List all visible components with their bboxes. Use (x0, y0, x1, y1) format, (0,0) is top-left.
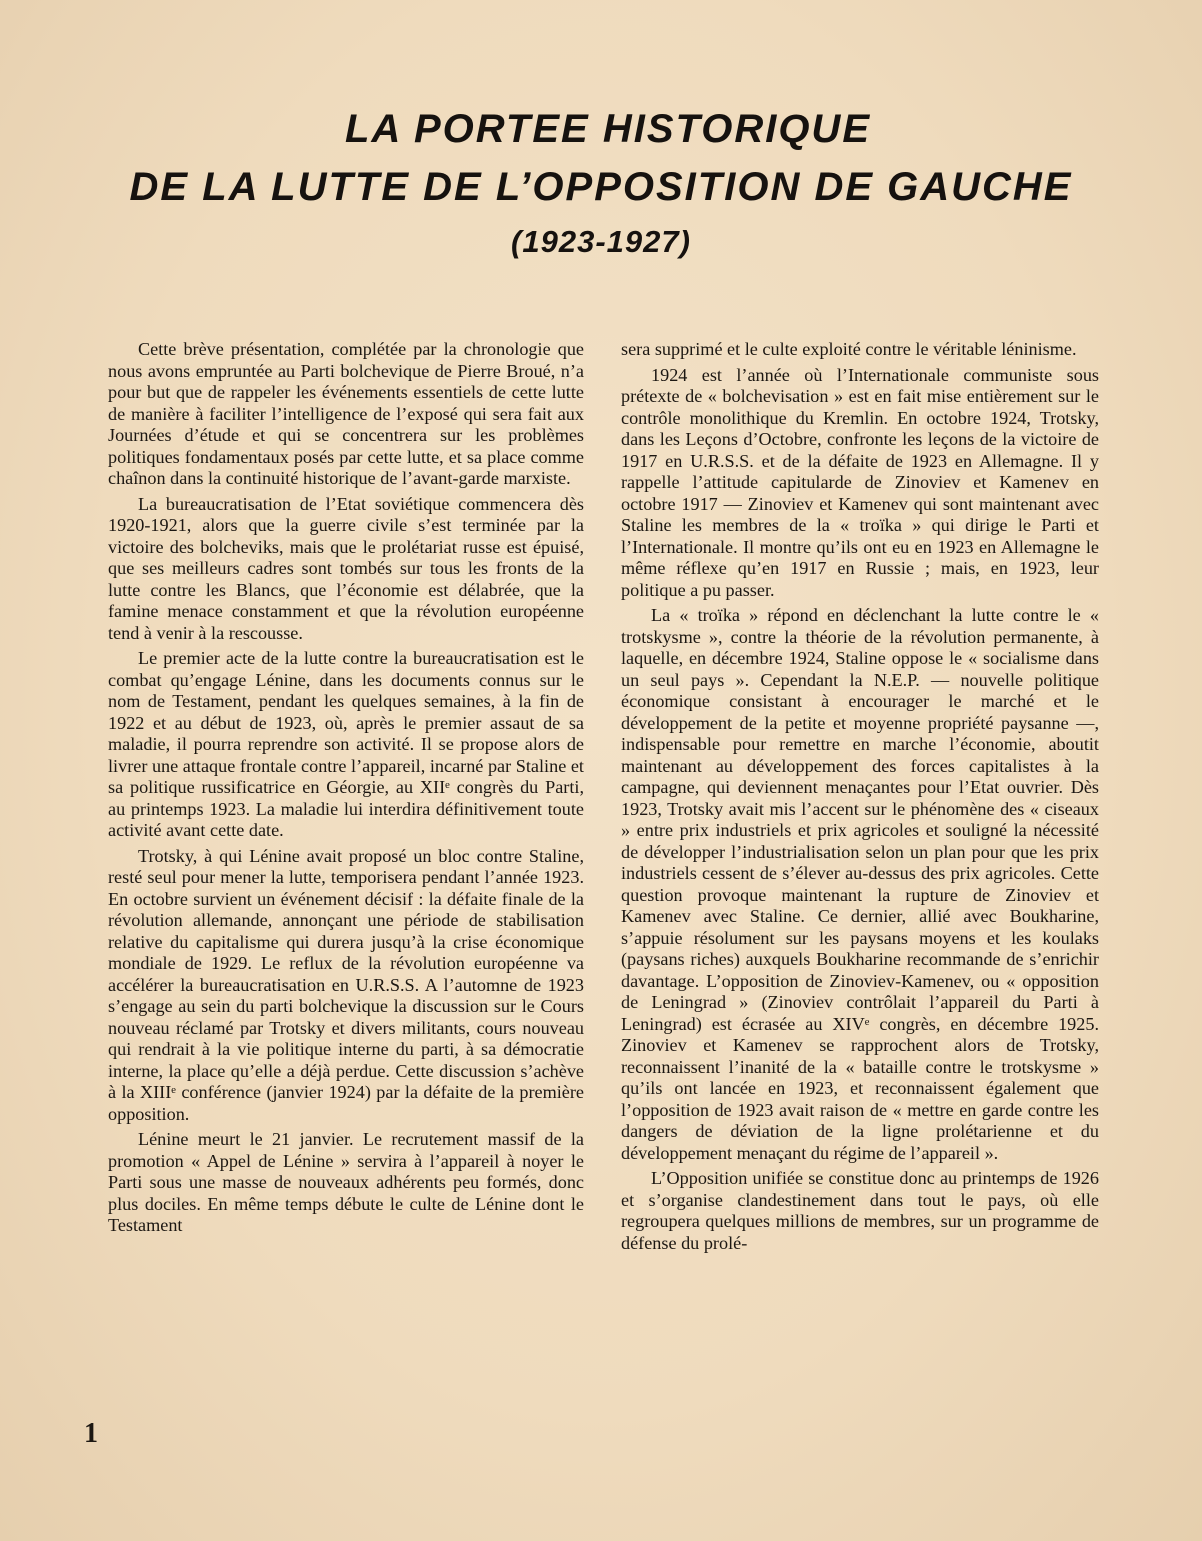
paragraph: Trotsky, à qui Lénine avait proposé un bloc contre Staline, resté seul pour mener la lutte, temporisera pendant l’année 1923. En octobre survient un événement décisif : la défaite finale de la révolution allemande, annonçant une période de stabilisation relative du capitalisme qui durera jusqu’à la crise économique mondiale de 1929. Le reflux de la révolution européenne va accélérer la bureaucratisation en U.R.S.S. A l’automne de 1923 s’engage au sein du parti bolchevique la discussion sur le Cours nouveau réclamé par Trotsky et divers militants, cours nouveau qui rendrait à la vie politique interne du parti, à sa démocratie interne, la place qu’elle a déjà perdue. Cette discussion s’achève à la XIIIᵉ conférence (janvier 1924) par la défaite de la première opposition. (108, 845, 584, 1124)
paragraph: 1924 est l’année où l’Internationale communiste sous prétexte de « bolchevisation » est en fait mise entièrement sur le contrôle monolithique du Kremlin. En octobre 1924, Trotsky, dans les Leçons d’Octobre, confronte les leçons de la victoire de 1917 en U.R.S.S. et de la défaite de 1923 en Allemagne. Il y rappelle l’attitude capitularde de Zinoviev et Kamenev en octobre 1917 — Zinoviev et Kamenev qui sont maintenant avec Staline les membres de la « troïka » qui dirige le Parti et l’Internationale. Il montre qu’ils ont eu en 1923 en Allemagne le même réflexe qu’en 1917 en Russie ; mais, en 1923, leur politique a pu passer. (621, 364, 1099, 600)
paragraph: La « troïka » répond en déclenchant la lutte contre le « trotskysme », contre la théorie de la révolution permanente, à laquelle, en décembre 1924, Staline oppose le « socialisme dans un seul pays ». Cependant la N.E.P. — nouvelle politique économique consistant à encourager le marché et le développement de la petite et moyenne propriété paysanne —, indispensable pour remettre en marche l’économie, aboutit maintenant au développement des forces capitalistes à la campagne, qui deviennent menaçantes pour l’Etat ouvrier. Dès 1923, Trotsky avait mis l’accent sur le phénomène des « ciseaux » entre prix industriels et prix agricoles et souligné la nécessité de développer l’industrialisation selon un plan pour que les prix industriels cessent de s’élever au-dessus des prix agricoles. Cette question provoque maintenant la rupture de Zinoviev et Kamenev avec Staline. Ce dernier, allié avec Boukharine, s’appuie résolument sur les paysans moyens et les koulaks (paysans riches) auxquels Boukharine recommande de s’enrichir davantage. L’opposition de Zinoviev-Kamenev, ou « opposition de Leningrad » (Zinoviev contrôlait l’appareil du Parti à Leningrad) est écrasée au XIVᵉ congrès, en décembre 1925. Zinoviev et Kamenev se rapprochent alors de Trotsky, reconnaissent l’inanité de la « bataille contre le trotskysme » qu’ils ont lancée en 1923, et reconnaissent également que l’opposition de 1923 avait raison de « mettre en garde contre les dangers de déviation de la ligne prolétarienne et du développement menaçant du régime de l’appareil ». (621, 605, 1099, 1163)
right-column (621, 339, 1099, 1258)
paragraph: sera supprimé et le culte exploité contre le véritable léninisme. (621, 339, 1077, 359)
title-line-2: DE LA LUTTE DE L’OPPOSITION DE GAUCHE (129, 165, 1073, 209)
paragraph: Le premier acte de la lutte contre la bureaucratisation est le combat qu’engage Lénine, dans les documents connus sur le nom de Testament, pendant les quelques semaines, à la fin de 1922 et au début de 1923, où, après le premier assaut de sa maladie, il pourra reprendre son activité. Il se propose alors de livrer une attaque frontale contre l’appareil, incarné par Staline et sa politique russificatrice en Géorgie, au XIIᵉ congrès du Parti, au printemps 1923. La maladie lui interdira définitivement toute activité avant cette date. (108, 648, 584, 840)
title-years: (1923-1927) (511, 224, 691, 259)
article-title (0, 100, 1202, 268)
left-column (108, 339, 584, 1241)
paragraph: Cette brève présentation, complétée par la chronologie que nous avons empruntée au Parti bolchevique de Pierre Broué, n’a pour but que de rappeler les événements essentiels de cette lutte de manière à faciliter l’intelligence de l’exposé qui sera fait aux Journées d’étude et qui se concentrera sur les problèmes politiques fondamentaux posés par cette lutte, et sa place comme chaînon dans la continuité historique de l’avant-garde marxiste. (108, 339, 584, 488)
page-number: 1 (84, 1418, 98, 1449)
paragraph: La bureaucratisation de l’Etat soviétique commencera dès 1920-1921, alors que la guerre civile s’est terminée par la victoire des bolcheviks, mais que le prolétariat russe est épuisé, que ses meilleurs cadres sont tombés sur tous les fronts de la lutte contre les Blancs, que l’économie est délabrée, que la famine menace constamment et que la révolution européenne tend à venir à la rescousse. (108, 493, 584, 643)
paragraph: Lénine meurt le 21 janvier. Le recrutement massif de la promotion « Appel de Lénine » servira à l’appareil à noyer le Parti sous une masse de nouveaux adhérents peu formés, donc plus dociles. En même temps débute le culte de Lénine dont le Testament (108, 1129, 584, 1235)
paragraph: L’Opposition unifiée se constitue donc au printemps de 1926 et s’organise clandestinement dans tout le pays, où elle regroupera quelques millions de membres, sur un programme de défense du prolé- (621, 1168, 1099, 1253)
title-line-1: LA PORTEE HISTORIQUE (345, 107, 871, 151)
